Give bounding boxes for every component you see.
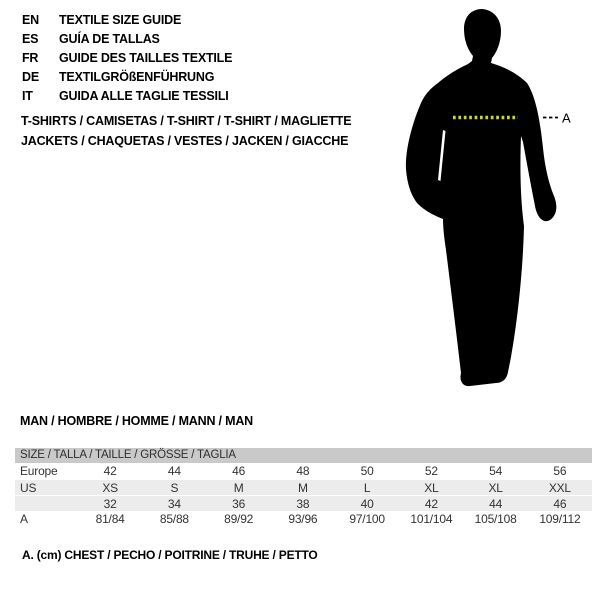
measurement-footnote: A. (cm) CHEST / PECHO / POITRINE / TRUHE / PETTO (22, 548, 318, 562)
row-label: A (20, 512, 28, 526)
table-cell: 97/100 (349, 512, 385, 526)
table-cell: M (233, 481, 244, 495)
language-title: TEXTILE SIZE GUIDE (59, 13, 182, 27)
table-cell: 42 (424, 497, 438, 511)
table-cell: 46 (232, 464, 246, 478)
size-table-body (15, 463, 592, 527)
man-silhouette-shape (406, 9, 556, 386)
language-row-it (22, 87, 232, 106)
language-row-de (22, 68, 232, 87)
language-title: GUIDE DES TAILLES TEXTILE (59, 51, 233, 65)
language-code: EN (22, 13, 39, 27)
man-silhouette (398, 5, 578, 397)
table-cell: XXL (548, 481, 571, 495)
table-row-europe (15, 463, 592, 479)
language-code: IT (22, 89, 33, 103)
category-line-tshirts: T-SHIRTS / CAMISETAS / T-SHIRT / T-SHIRT / MAGLIETTE (21, 114, 352, 128)
table-cell: 101/104 (410, 512, 453, 526)
language-row-fr (22, 49, 232, 68)
table-cell: XL (424, 481, 439, 495)
language-title: TEXTILGRÖßENFÜHRUNG (59, 70, 215, 84)
table-cell: 36 (232, 497, 246, 511)
table-cell: 44 (167, 464, 181, 478)
table-row-a (15, 511, 592, 527)
section-title: MAN / HOMBRE / HOMME / MANN / MAN (20, 414, 253, 428)
language-title: GUIDA ALLE TAGLIE TESSILI (59, 89, 229, 103)
table-cell: 44 (489, 497, 503, 511)
table-cell: L (363, 481, 371, 495)
table-cell: 38 (296, 497, 310, 511)
table-cell: 50 (360, 464, 374, 478)
row-label (15, 496, 78, 511)
language-row-en (22, 11, 232, 30)
size-table (15, 448, 592, 527)
table-cell: 89/92 (224, 512, 254, 526)
table-cell: XL (488, 481, 503, 495)
table-cell: 46 (553, 497, 567, 511)
row-label: US (20, 481, 37, 495)
table-row-2 (15, 495, 592, 511)
table-cell: 93/96 (288, 512, 318, 526)
table-cell: XS (102, 481, 118, 495)
category-line-jackets: JACKETS / CHAQUETAS / VESTES / JACKEN / GIACCHE (21, 134, 349, 148)
measure-label-a: A (562, 110, 571, 126)
table-cell: 40 (360, 497, 374, 511)
table-cell: M (297, 481, 308, 495)
table-cell: S (170, 481, 179, 495)
table-row-us (15, 479, 592, 495)
table-cell: 105/108 (474, 512, 517, 526)
language-code: ES (22, 32, 39, 46)
category-lines (21, 111, 351, 151)
language-row-es (22, 30, 232, 49)
table-cell: 54 (489, 464, 503, 478)
language-title: GUÍA DE TALLAS (59, 32, 160, 46)
table-cell: 52 (424, 464, 438, 478)
size-table-header: SIZE / TALLA / TAILLE / GRÖSSE / TAGLIA (15, 448, 592, 463)
language-code: FR (22, 51, 39, 65)
table-cell: 48 (296, 464, 310, 478)
table-cell: 42 (103, 464, 117, 478)
table-cell: 34 (167, 497, 181, 511)
table-cell: 81/84 (95, 512, 125, 526)
table-cell: 109/112 (539, 512, 581, 526)
language-list (22, 11, 232, 106)
table-cell: 85/88 (159, 512, 189, 526)
row-label: Europe (20, 464, 58, 478)
table-cell: 32 (103, 497, 117, 511)
table-cell: 56 (553, 464, 567, 478)
language-code: DE (22, 70, 39, 84)
